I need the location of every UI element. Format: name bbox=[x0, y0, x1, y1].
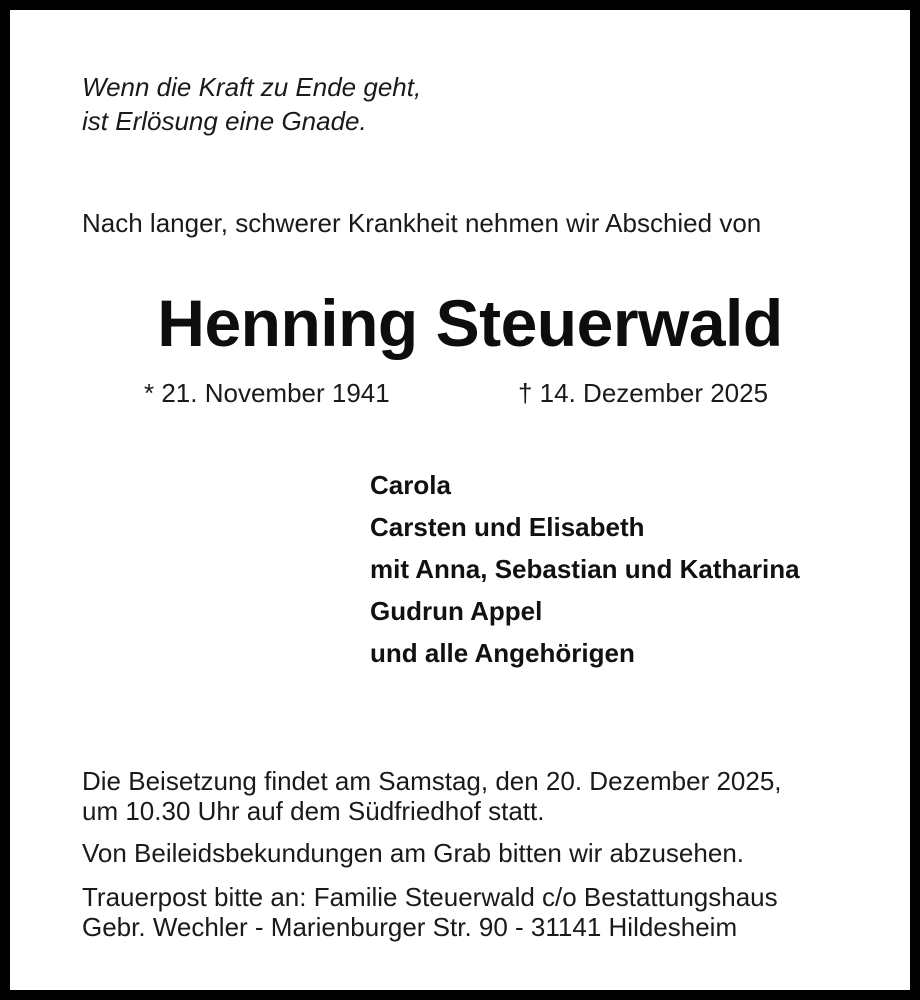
mourner-line: Carola bbox=[370, 470, 451, 500]
mail-address bbox=[82, 882, 882, 942]
intro-text: Nach langer, schwerer Krankheit nehmen wir Abschied von bbox=[82, 208, 762, 238]
mourner-line: Carsten und Elisabeth bbox=[370, 512, 645, 542]
motto-line-2: ist Erlösung eine Gnade. bbox=[82, 106, 367, 136]
mail-line-2: Gebr. Wechler - Marienburger Str. 90 - 31141 Hildesheim bbox=[82, 912, 738, 942]
mourners-list bbox=[370, 464, 800, 674]
funeral-info bbox=[82, 766, 882, 826]
condolence-line: Von Beileidsbekundungen am Grab bitten wir abzusehen. bbox=[82, 838, 744, 868]
birth-date: * 21. November 1941 bbox=[144, 378, 390, 408]
motto-quote bbox=[82, 70, 602, 138]
funeral-line-2: um 10.30 Uhr auf dem Südfriedhof statt. bbox=[82, 796, 545, 826]
mourner-line: mit Anna, Sebastian und Katharina bbox=[370, 554, 800, 584]
mourner-line: und alle Angehörigen bbox=[370, 638, 635, 668]
death-date: † 14. Dezember 2025 bbox=[518, 378, 769, 408]
mourner-line: Gudrun Appel bbox=[370, 596, 543, 626]
deceased-name: Henning Steuerwald bbox=[157, 286, 783, 360]
motto-line-1: Wenn die Kraft zu Ende geht, bbox=[82, 72, 422, 102]
funeral-line-1: Die Beisetzung findet am Samstag, den 20. Dezember 2025, bbox=[82, 766, 782, 796]
condolence-note bbox=[82, 838, 882, 868]
mail-line-1: Trauerpost bitte an: Familie Steuerwald c/o Bestattungshaus bbox=[82, 882, 778, 912]
